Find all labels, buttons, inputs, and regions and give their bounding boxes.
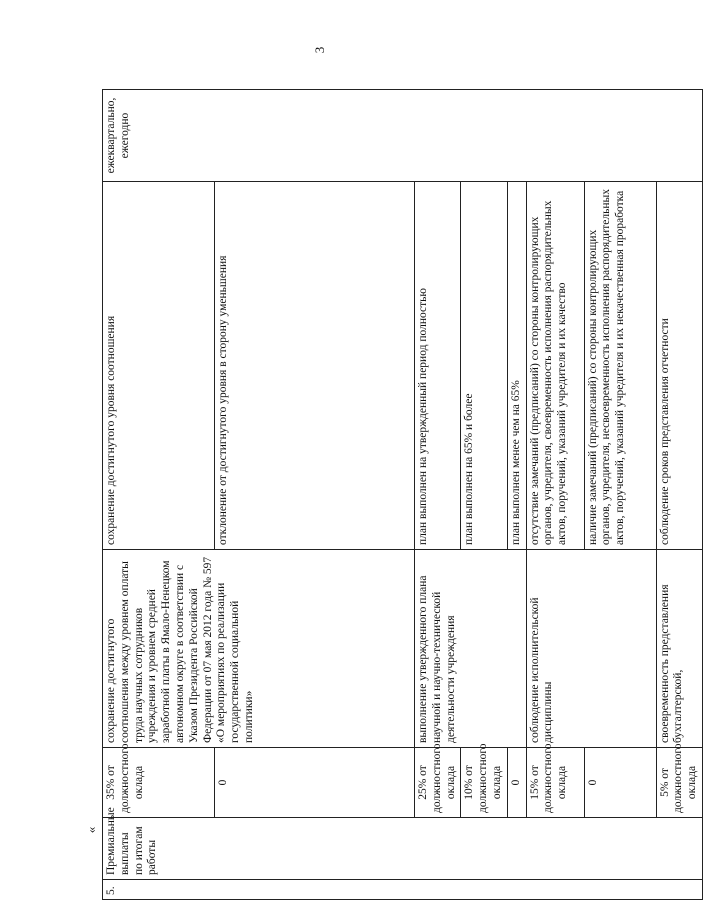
- criterion-cell: своевременность представления бухгалтерской,: [656, 550, 702, 748]
- amount-cell: 0: [507, 748, 526, 818]
- amount-cell: 0: [584, 748, 656, 818]
- criterion-cell: соблюдение исполнительской дисциплины: [526, 550, 656, 748]
- table-row: [584, 90, 656, 900]
- table-row: [461, 90, 507, 900]
- table-row: [656, 90, 702, 900]
- condition-cell: план выполнен на 65% и более: [461, 182, 507, 550]
- amount-cell: 15% от должностного оклада: [526, 748, 584, 818]
- condition-cell: наличие замечаний (предписаний) со стороны контролирующих органов, учредителя, несвоевременность исполнения распорядительных актов, поручений, указаний учредителя и их некачественная проработка: [584, 182, 656, 550]
- bonus-criteria-table: [102, 89, 703, 900]
- condition-cell: отклонение от достигнутого уровня в сторону уменьшения: [215, 182, 415, 550]
- amount-cell: 25% от должностного оклада: [415, 748, 461, 818]
- amount-cell: 0: [215, 748, 415, 818]
- rotated-table-wrapper: [102, 90, 699, 900]
- periodicity-cell: ежеквартально, ежегодно: [103, 90, 703, 182]
- amount-cell: 5% от должностного оклада: [656, 748, 702, 818]
- amount-cell: 35% от должностного оклада: [103, 748, 215, 818]
- table-row: [415, 90, 461, 900]
- table-row: [215, 90, 415, 900]
- condition-cell: план выполнен менее чем на 65%: [507, 182, 526, 550]
- criterion-cell: выполнение утвержденного плана научной и научно-технической деятельности учреждения: [415, 550, 527, 748]
- condition-cell: сохранение достигнутого уровня соотношения: [103, 182, 215, 550]
- amount-cell: 10% от должностного оклада: [461, 748, 507, 818]
- payment-type: Премиальные выплаты по итогам работы: [103, 818, 703, 880]
- condition-cell: соблюдение сроков представления отчетности: [656, 182, 702, 550]
- table-row: [103, 90, 215, 900]
- condition-cell: отсутствие замечаний (предписаний) со стороны контролирующих органов, учредителя, своевременность исполнения распорядительных актов, поручений, указаний учредителя и их качество: [526, 182, 584, 550]
- row-number: 5.: [103, 880, 703, 900]
- table-row: [507, 90, 526, 900]
- condition-cell: план выполнен на утвержденный период полностью: [415, 182, 461, 550]
- page-number: 3: [312, 46, 327, 54]
- ditto-mark: «: [83, 826, 99, 834]
- table-row: [526, 90, 584, 900]
- criterion-cell: сохранение достигнутого соотношения между уровнем оплаты труда научных сотрудников учреждения и уровнем средней заработной платы в Ямало-Ненецком автономном округе в соответствии с Указом Президента Российской Федерации от 07 мая 2012 года № 597 «О мероприятиях по реализации государственной социальной политики»: [103, 550, 415, 748]
